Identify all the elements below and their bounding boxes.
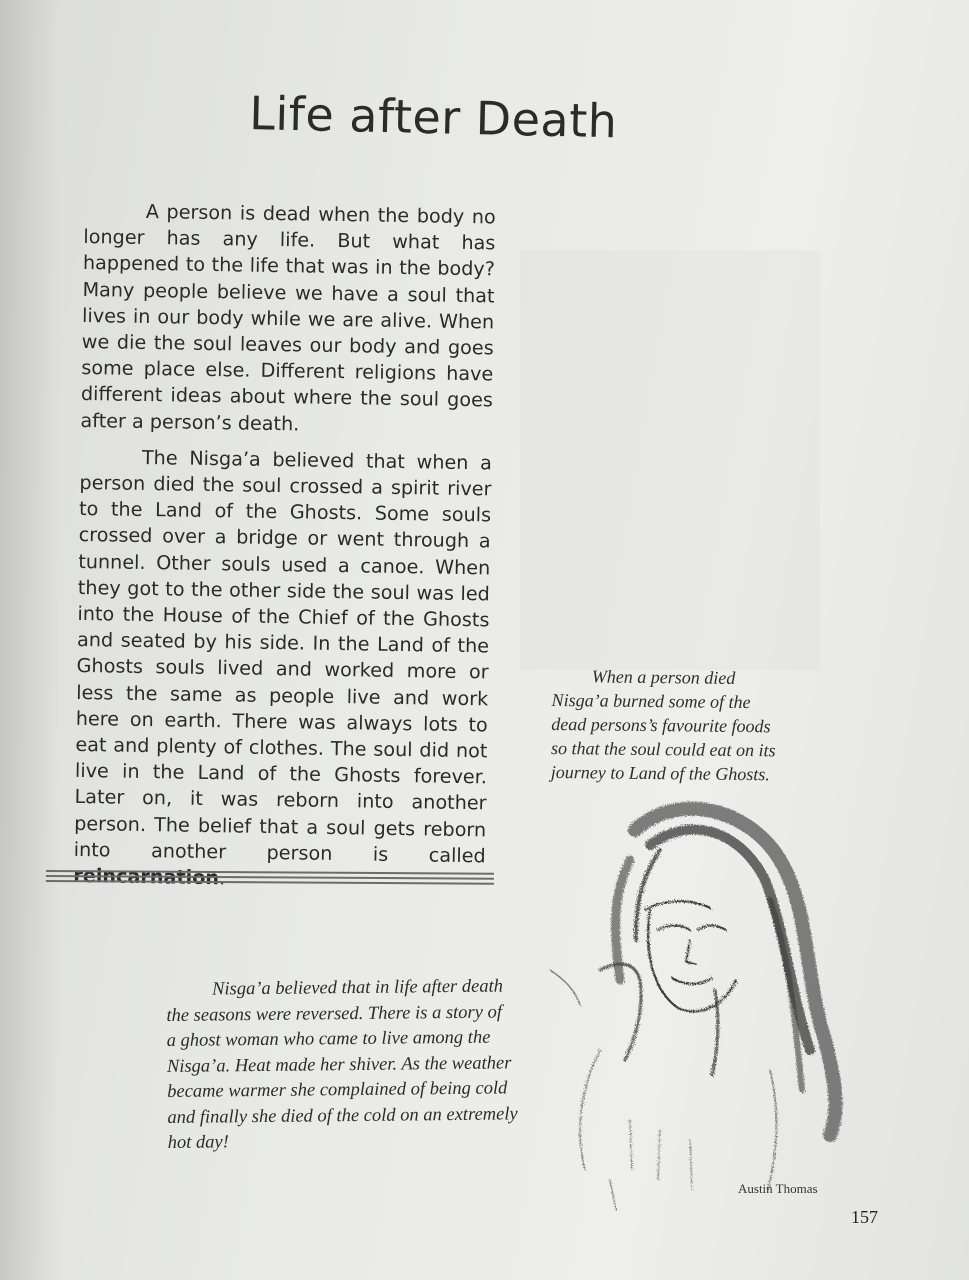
illustration-credit: Austin Thomas: [738, 1181, 818, 1196]
caption-line: dead persons’s favourite foods: [551, 713, 771, 737]
section-divider: [46, 870, 494, 886]
illustration-caption: [551, 664, 812, 787]
story-line: Nisga’a believed that in life after death: [212, 976, 504, 1000]
paragraph-1: A person is dead when the body no longer has any life. But what has happened to the life that was in the body? Many people believe we have a soul that lives in our body while we are alive. When we die the soul leaves our body and goes some place else. Different religions have different ideas about where the soul goes after a person’s death.: [80, 199, 496, 436]
story-line: hot day!: [167, 1132, 229, 1153]
story-line: the seasons were reversed. There is a story of: [166, 1001, 503, 1026]
caption-line: When a person died: [591, 666, 736, 688]
story-line: a ghost woman who came to live among the: [166, 1027, 491, 1051]
page-title: Life after Death: [248, 86, 618, 149]
show-through-shadow: [520, 250, 820, 670]
story-line: and finally she died of the cold on an extremely: [167, 1103, 518, 1128]
caption-line: journey to Land of the Ghosts.: [550, 761, 770, 785]
main-text: [73, 198, 496, 906]
ghost-woman-illustration: [540, 790, 850, 1220]
caption-line: so that the soul could eat on its: [551, 737, 776, 761]
story-line: Nisga’a. Heat made her shiver. As the weather: [166, 1052, 512, 1077]
page-gutter-shadow: [0, 0, 60, 1280]
story-line: became warmer she complained of being cold: [167, 1078, 508, 1102]
ghost-woman-story: [166, 974, 568, 1157]
paragraph-2: [73, 444, 492, 896]
caption-line: Nisga’a burned some of the: [551, 689, 751, 713]
paragraph-2-text: The Nisga’a believed that when a person died the soul crossed a spirit river to the Land of the Ghosts. Some souls crossed over a bridge or went through a tunnel. Other souls used a canoe. When they got to the other side the soul was led into the House of the Chief of the Ghosts and seated by his side. In the Land of the Ghosts souls lived and worked more or less the same as people live and work here on earth. There was always lots to eat and plenty of clothes. The soul did not live in the Land of the Ghosts forever. Later on, it was reborn into another person. The belief that a soul gets reborn into another person is called: [73, 445, 493, 868]
page-number: 157: [851, 1207, 878, 1227]
